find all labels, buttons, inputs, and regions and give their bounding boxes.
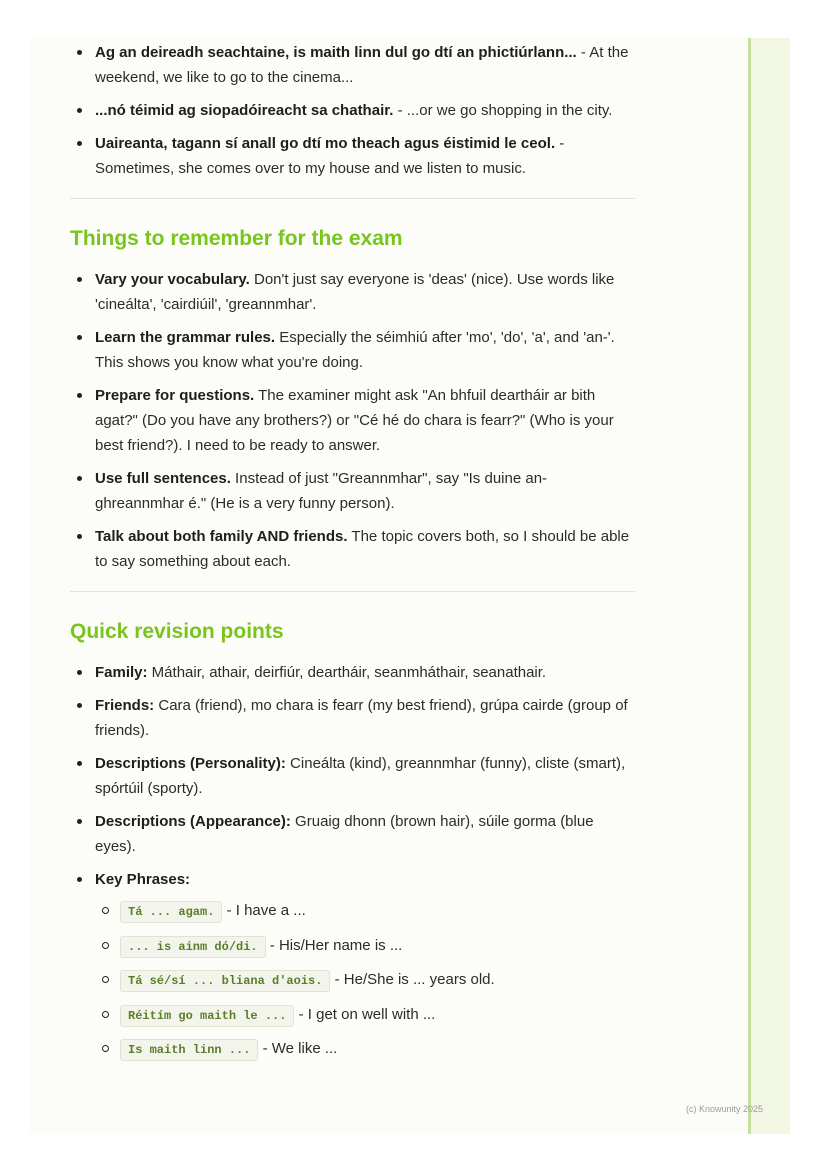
item-bold: ...nó téimid ag siopadóireacht sa chathair. <box>95 102 394 119</box>
item-text: Gruaig dhonn (brown hair), súile gorma (blue eyes). <box>95 813 594 855</box>
item-text: - ...or we go shopping in the city. <box>393 102 613 119</box>
item-text: Instead of just "Greannmhar", say "Is duine an-ghreannmhar é." (He is a very funny person). <box>95 470 548 512</box>
list-item <box>70 660 635 685</box>
phrase-code: ... is ainm dó/di. <box>120 936 266 958</box>
phrase-meaning: - His/Her name is ... <box>265 936 403 954</box>
phrase-meaning: - I have a ... <box>222 902 306 919</box>
item-bold: Learn the grammar rules. <box>95 329 276 346</box>
item-text: Cara (friend), mo chara is fearr (my best friend), grúpa cairde (group of friends). <box>95 697 628 739</box>
list-item <box>70 751 635 801</box>
key-phrases-list <box>95 898 635 1062</box>
phrase-code: Tá sé/sí ... bliana d'aois. <box>120 970 330 992</box>
phrase-meaning: - I get on well with ... <box>294 1005 436 1023</box>
item-bold: Descriptions (Appearance): <box>95 813 291 830</box>
phrase-item <box>95 1002 635 1028</box>
copyright-footer: (c) Knowunity 2025 <box>686 1104 764 1114</box>
right-margin-line <box>748 38 751 1134</box>
phrase-item <box>95 967 635 993</box>
item-text: Don't just say everyone is 'deas' (nice). Use words like 'cineálta', 'cairdiúil', 'greannmhar'. <box>95 271 615 313</box>
list-item <box>70 809 635 859</box>
list-item <box>70 98 635 123</box>
item-text: Cineálta (kind), greannmhar (funny), cliste (smart), spórtúil (sporty). <box>95 755 626 797</box>
item-bold: Ag an deireadh seachtaine, is maith linn dul go dtí an phictiúrlann... <box>95 44 577 61</box>
item-text: - Sometimes, she comes over to my house and we listen to music. <box>95 135 565 177</box>
list-item <box>70 131 635 181</box>
phrase-item <box>95 1036 635 1062</box>
item-bold: Descriptions (Personality): <box>95 755 286 772</box>
exam-list <box>70 267 635 574</box>
item-text: Especially the séimhiú after 'mo', 'do', 'a', and 'an-'. This shows you know what you're doing. <box>95 329 615 371</box>
phrase-code: Is maith linn ... <box>120 1039 258 1061</box>
revision-heading: Quick revision points <box>70 620 284 643</box>
phrase-code: Réitím go maith le ... <box>120 1005 294 1027</box>
list-item <box>70 693 635 743</box>
item-bold: Use full sentences. <box>95 470 231 487</box>
item-bold: Vary your vocabulary. <box>95 271 250 288</box>
document-content <box>70 38 635 1071</box>
key-phrases-label: Key Phrases: <box>95 871 191 888</box>
list-item <box>70 383 635 458</box>
exam-heading: Things to remember for the exam <box>70 227 403 250</box>
item-bold: Talk about both family AND friends. <box>95 528 348 545</box>
revision-list <box>70 660 635 1062</box>
item-text: Máthair, athair, deirfiúr, deartháir, seanmháthair, seanathair. <box>147 664 547 681</box>
list-item <box>70 40 635 90</box>
section-divider <box>70 198 635 199</box>
list-item-key-phrases <box>70 867 635 1062</box>
list-item <box>70 466 635 516</box>
phrase-meaning: - We like ... <box>258 1040 338 1057</box>
list-item <box>70 267 635 317</box>
phrase-item <box>95 933 635 959</box>
intro-list <box>70 40 635 181</box>
right-margin-bar <box>748 38 790 1134</box>
item-text: - At the weekend, we like to go to the cinema... <box>95 44 629 86</box>
item-bold: Family: <box>95 664 148 681</box>
item-bold: Friends: <box>95 697 155 714</box>
item-text: The topic covers both, so I should be able to say something about each. <box>95 528 630 570</box>
section-divider <box>70 591 635 592</box>
phrase-item <box>95 898 635 924</box>
item-bold: Uaireanta, tagann sí anall go dtí mo theach agus éistimid le ceol. <box>95 135 556 152</box>
phrase-code: Tá ... agam. <box>120 901 222 923</box>
item-bold: Prepare for questions. <box>95 387 255 404</box>
list-item <box>70 524 635 574</box>
item-text: The examiner might ask "An bhfuil deartháir ar bith agat?" (Do you have any brothers?) or "Cé hé do chara is fearr?" (Who is your best friend?). I need to be ready to answer. <box>95 387 614 454</box>
list-item <box>70 325 635 375</box>
phrase-meaning: - He/She is ... years old. <box>330 971 495 988</box>
